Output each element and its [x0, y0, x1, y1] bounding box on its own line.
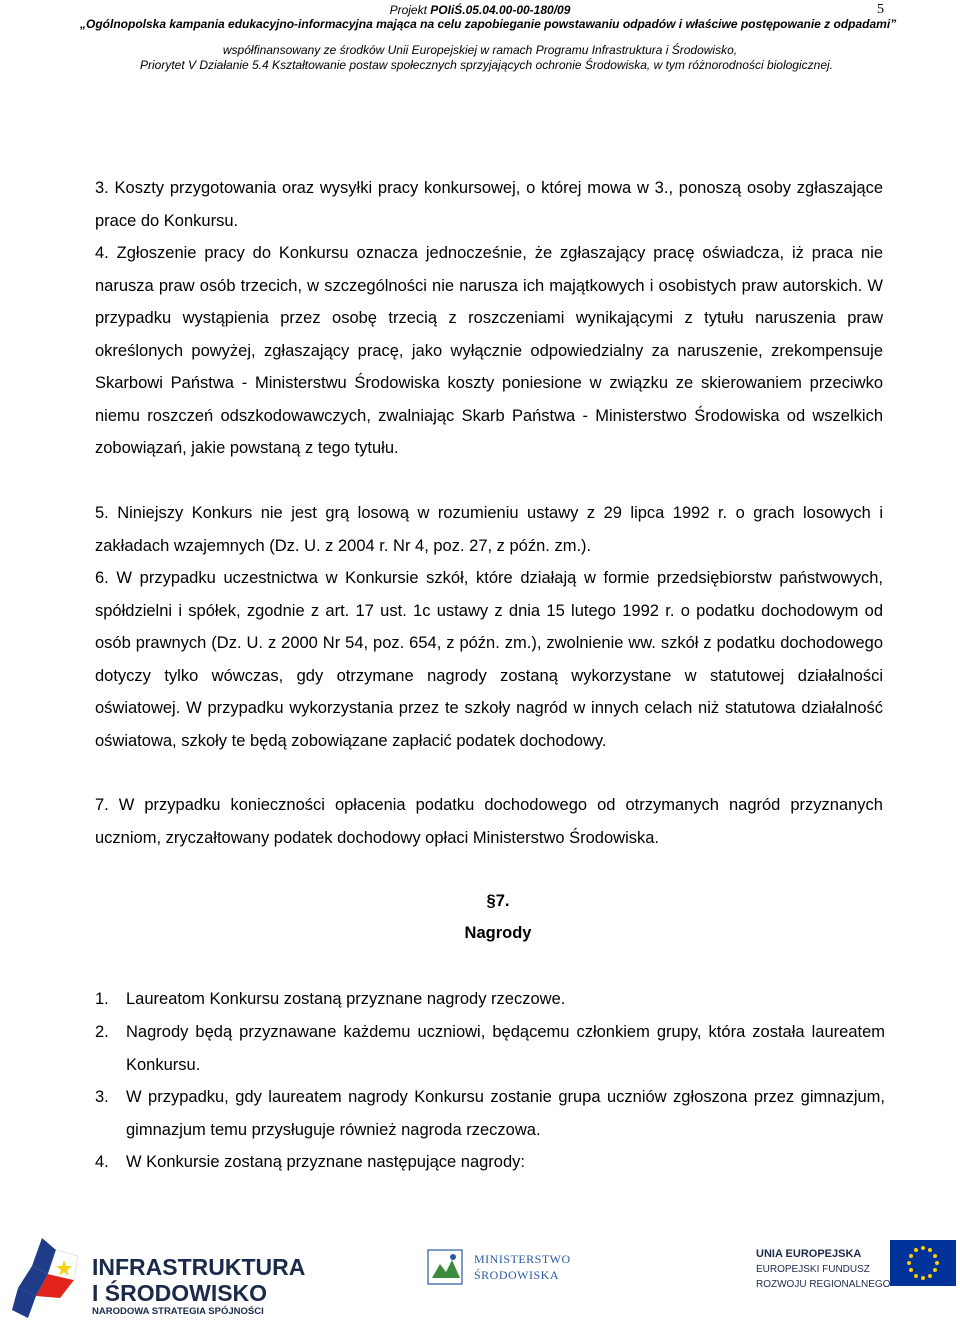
section-title: Nagrody [464, 924, 532, 942]
project-prefix: Projekt [389, 3, 431, 17]
paragraph-3: 3. Koszty przygotowania oraz wysyłki pracy konkursowej, o której mowa w 3., ponoszą osoby zgłaszające prace do Konkursu. [95, 179, 883, 230]
project-line [0, 3, 960, 17]
list-item-text: Nagrody będą przyznawane każdemu uczniowi, będącemu członkiem grupy, która została laureatem Konkursu. [126, 1023, 885, 1074]
infrastruktura-text-2: I ŚRODOWISKO [92, 1280, 268, 1306]
ue-text-3: ROZWOJU REGIONALNEGO [756, 1279, 891, 1290]
paragraph-7: 7. W przypadku konieczności opłacenia podatku dochodowego od otrzymanych nagród przyznanych uczniom, zryczałtowany podatek dochodowy opłaci Ministerstwo Środowiska. [95, 796, 883, 847]
funding-line: współfinansowany ze środków Unii Europejskiej w ramach Programu Infrastruktura i Środowisko, [222, 43, 738, 57]
list-item-number: 2. [95, 1023, 109, 1041]
ministerstwo-text-1: MINISTERSTWO [474, 1252, 571, 1266]
list-item-number: 1. [95, 990, 109, 1008]
paragraph-4: 4. Zgłoszenie pracy do Konkursu oznacza jednocześnie, że zgłaszający pracę oświadcza, iż praca nie narusza praw osób trzecich, w szczególności nie narusza ich majątkowych i osobistych praw autorskich. W przypadku wystąpienia przez osobę trzecią z roszczeniami wynikającymi z tytułu naruszenia praw określonych powyżej, zgłaszający pracę, jako wyłącznie odpowiedzialny za naruszenie, zrekompensuje Skarbowi Państwa - Ministerstwu Środowiska koszty poniesione w związku ze skierowaniem przeciwko niemu roszczeń odszkodowawczych, zwalniając Skarb Państwa - Ministerstwo Środowiska od wszelkich zobowiązań, jakie powstaną z tego tytułu. [95, 244, 883, 457]
campaign-title: „Ogólnopolska kampania edukacyjno-informacyjna mająca na celu zapobieganie powstawaniu odpadów i właściwe postępowanie z odpadami” [80, 17, 897, 31]
section-number: §7. [486, 892, 510, 910]
list-item-text: Laureatom Konkursu zostaną przyznane nagrody rzeczowe. [126, 990, 566, 1008]
ue-text-1: UNIA EUROPEJSKA [756, 1248, 862, 1260]
paragraph-5: 5. Niniejszy Konkurs nie jest grą losową w rozumieniu ustawy z 29 lipca 1992 r. o grach losowych i zakładach wzajemnych (Dz. U. z 2004 r. Nr 4, poz. 27, z późn. zm.). [95, 504, 883, 555]
unia-europejska-logo [756, 1248, 956, 1318]
eu-flag-icon [890, 1240, 956, 1286]
footer-logos [0, 1228, 960, 1322]
list-item [95, 1146, 885, 1179]
list-item-number: 4. [95, 1153, 109, 1171]
project-id: POIiŚ.05.04.00-00-180/09 [430, 3, 571, 17]
list-item-text: W przypadku, gdy laureatem nagrody Konkursu zostanie grupa uczniów zgłoszona przez gimnazjum, gimnazjum temu przysługuje również nagroda rzeczowa. [126, 1088, 885, 1139]
list-item-text: W Konkursie zostaną przyznane następujące nagrody: [126, 1153, 525, 1171]
infrastruktura-text-3: NARODOWA STRATEGIA SPÓJNOŚCI [92, 1306, 264, 1317]
list-item [95, 1016, 885, 1081]
infrastruktura-emblem-icon [12, 1236, 82, 1320]
priority-line: Priorytet V Działanie 5.4 Kształtowanie postaw społecznych sprzyjających ochronie Środowiska, w tym różnorodności biologicznej. [140, 58, 833, 72]
list-item-number: 3. [95, 1088, 109, 1106]
ue-text-2: EUROPEJSKI FUNDUSZ [756, 1264, 870, 1275]
infrastruktura-logo [12, 1236, 306, 1320]
list-item [95, 1081, 885, 1146]
page-number: 5 [877, 2, 884, 17]
infrastruktura-text-1: INFRASTRUKTURA [92, 1254, 306, 1280]
list-item [95, 983, 885, 1016]
ministerstwo-text-2: ŚRODOWISKA [474, 1268, 560, 1282]
paragraph-6: 6. W przypadku uczestnictwa w Konkursie szkół, które działają w formie przedsiębiorstw państwowych, spółdzielni i spółek, zgodnie z art. 17 ust. 1c ustawy z dnia 15 lutego 1992 r. o podatku dochodowym od osób prawnych (Dz. U. z 2000 Nr 54, poz. 654, z późn. zm.), zwolnienie ww. szkół z podatku dochodowego dotyczy tylko wówczas, gdy otrzymane nagrody zostaną wykorzystane w statutowej działalności oświatowej. W przypadku wykorzystania przez te szkoły nagród w innych celach niż statutowa działalność oświatowa, szkoły te będą zobowiązane zapłacić podatek dochodowy. [95, 569, 883, 750]
ministerstwo-emblem-icon [424, 1244, 468, 1288]
ministerstwo-logo [424, 1244, 604, 1294]
